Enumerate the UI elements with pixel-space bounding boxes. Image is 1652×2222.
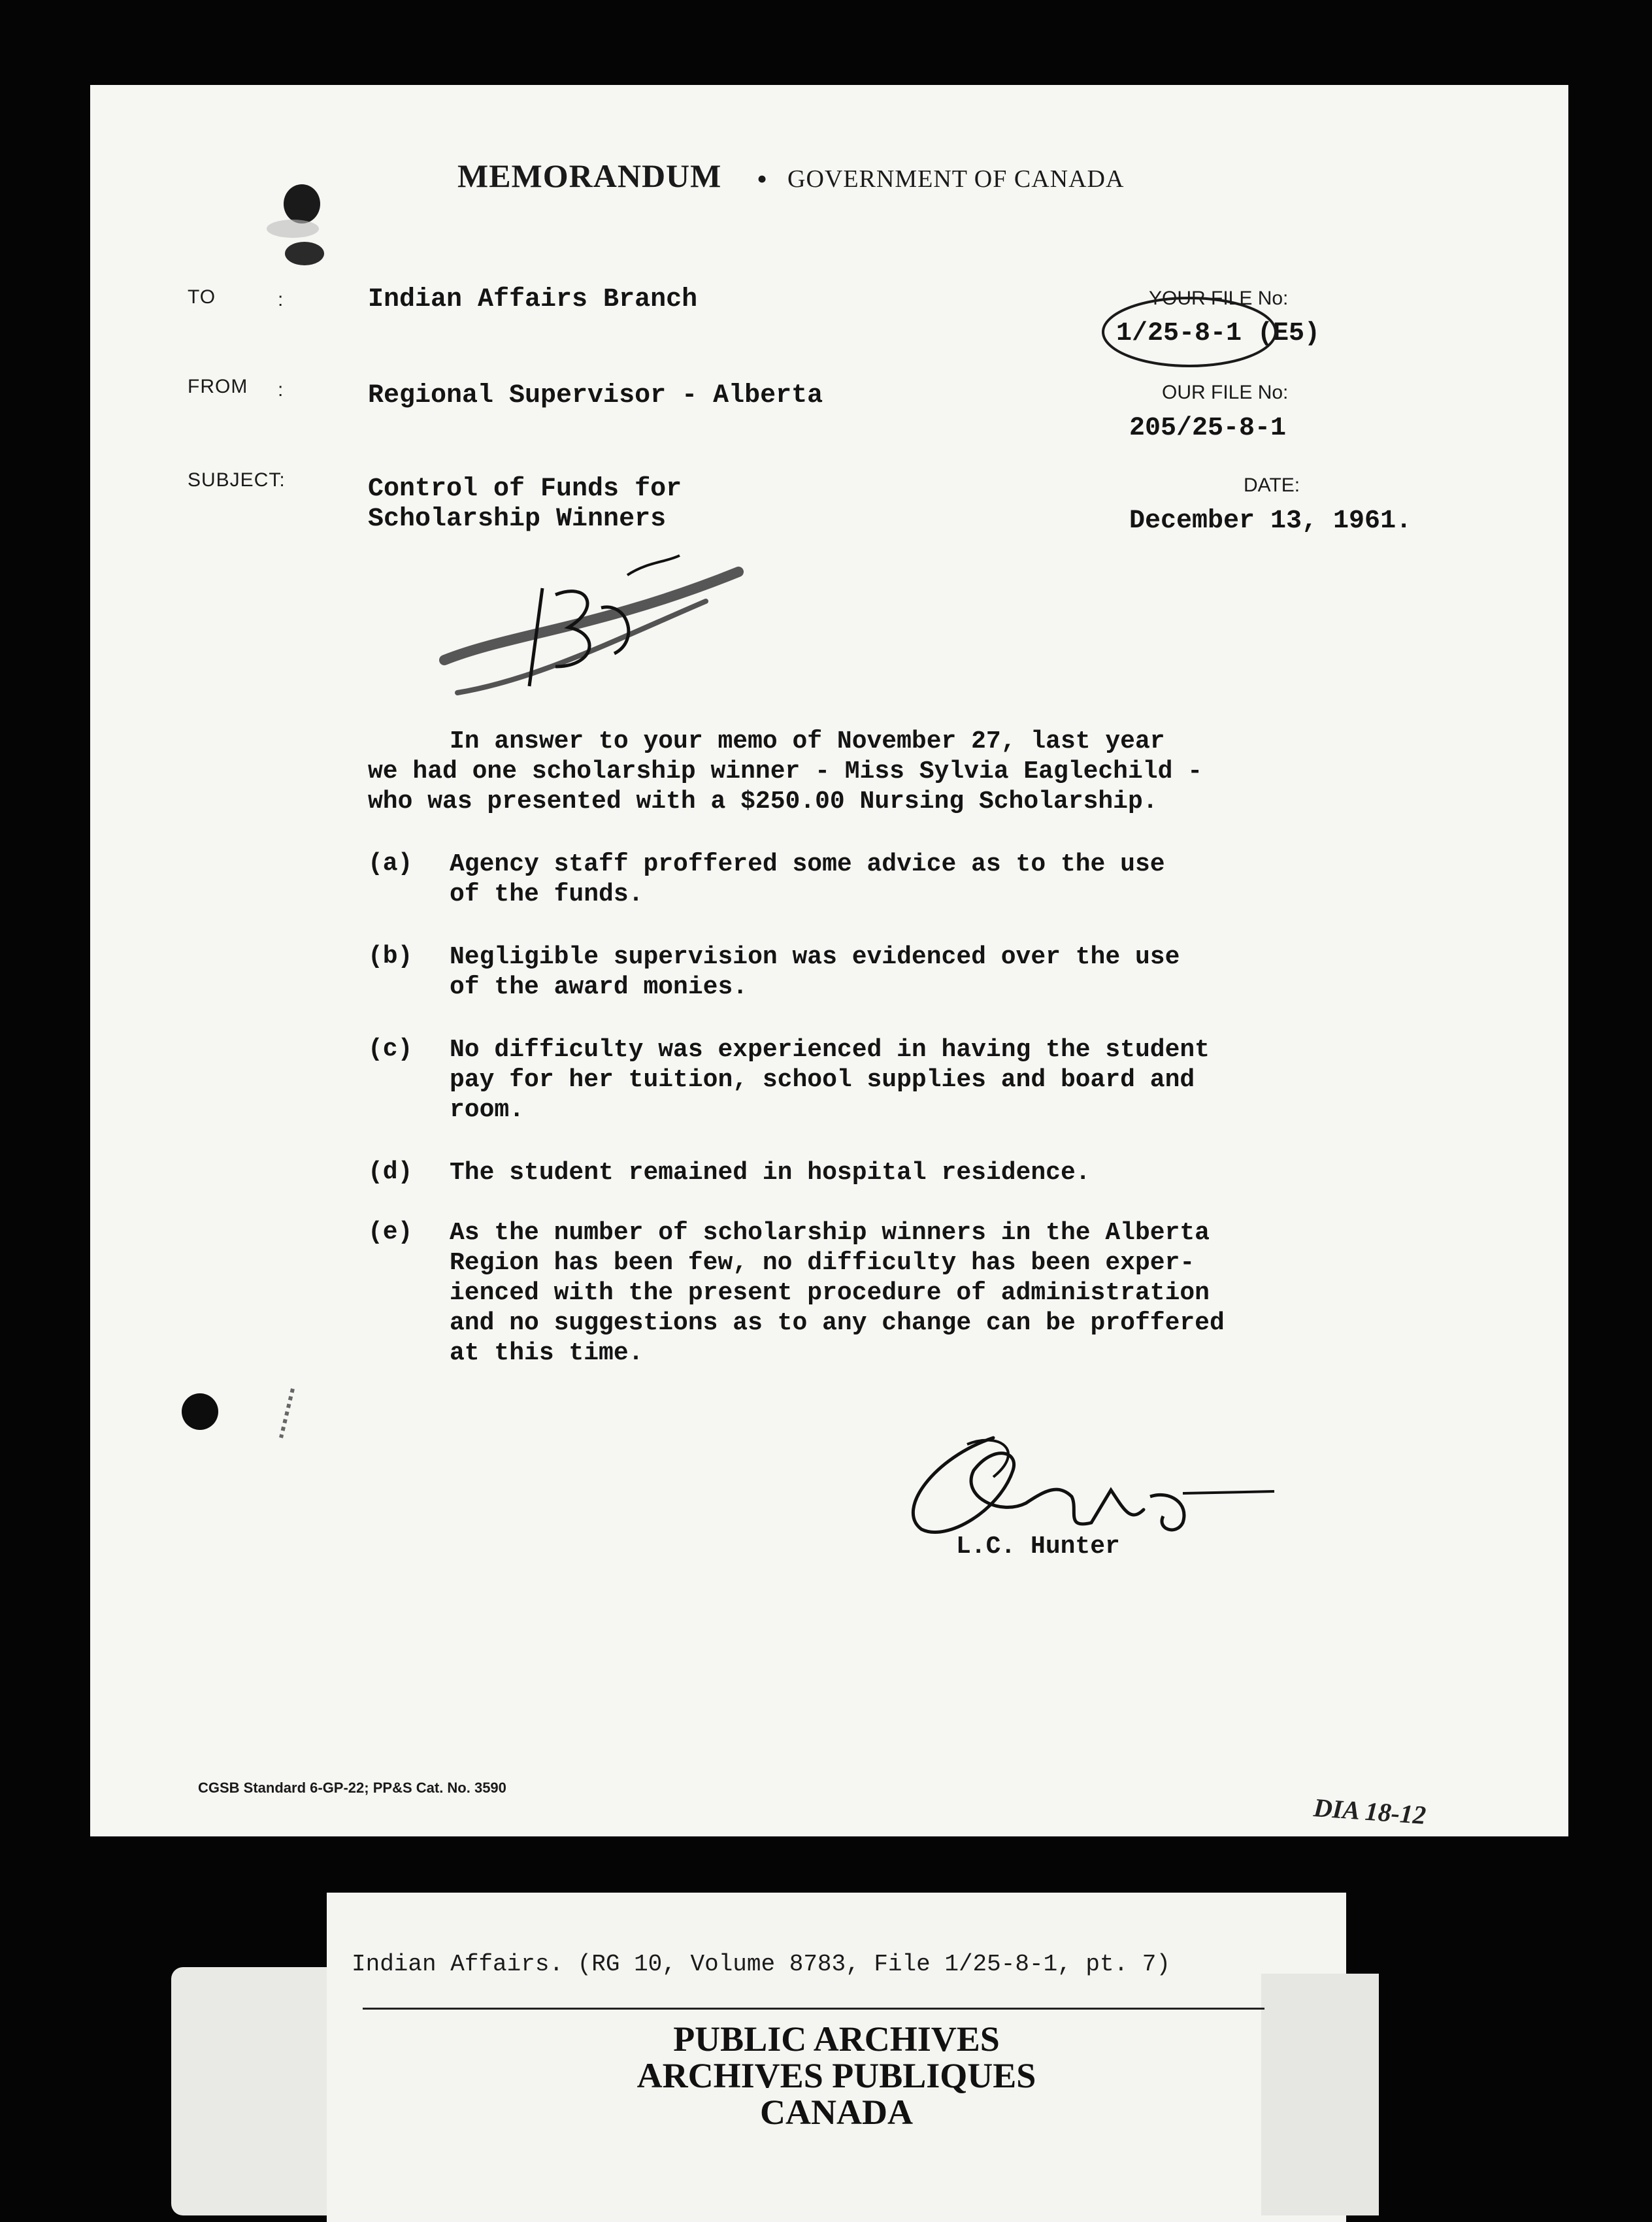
- item-c-line-1: No difficulty was experienced in having the student: [450, 1036, 1210, 1064]
- memo-subtitle: GOVERNMENT OF CANADA: [787, 165, 1125, 193]
- archive-line-1: PUBLIC ARCHIVES: [673, 2019, 1000, 2059]
- file-number-circle: [1098, 288, 1294, 373]
- subject-line-2: Scholarship Winners: [368, 505, 667, 534]
- from-label: FROM: [188, 376, 248, 397]
- item-c-letter: (c): [368, 1035, 413, 1063]
- item-b-letter: (b): [368, 942, 413, 970]
- archive-underline: [363, 2008, 1264, 2010]
- to-label: TO: [188, 286, 216, 308]
- punch-hole-smudge: [261, 176, 379, 281]
- archive-tab-right: [1261, 1974, 1379, 2215]
- your-file-value: 1/25-8-1 (E5): [1116, 319, 1321, 348]
- item-e-letter: (e): [368, 1218, 413, 1246]
- handwritten-note: DIA 18-12: [1312, 1793, 1427, 1830]
- intro-line-2: we had one scholarship winner - Miss Sylvia Eaglechild -: [368, 757, 1203, 786]
- intro-line-1: In answer to your memo of November 27, last year: [450, 727, 1165, 755]
- item-d-letter: (d): [368, 1158, 413, 1186]
- from-colon: :: [278, 379, 284, 401]
- punch-hole: [176, 1385, 307, 1444]
- archive-line-3: CANADA: [760, 2093, 913, 2132]
- form-standard-note: CGSB Standard 6-GP-22; PP&S Cat. No. 3590: [198, 1780, 506, 1796]
- archive-tab-left: [171, 1967, 328, 2215]
- item-e-line-4: and no suggestions as to any change can be proffered: [450, 1309, 1225, 1337]
- from-value: Regional Supervisor - Alberta: [368, 381, 823, 410]
- subject-line-1: Control of Funds for: [368, 474, 682, 504]
- handwritten-scribble: [431, 536, 758, 719]
- item-d-line-1: The student remained in hospital residence.: [450, 1159, 1091, 1187]
- item-c-line-3: room.: [450, 1096, 525, 1124]
- our-file-label: OUR FILE No:: [1162, 382, 1289, 403]
- item-c-line-2: pay for her tuition, school supplies and board and: [450, 1066, 1195, 1094]
- item-a-letter: (a): [368, 850, 413, 878]
- date-value: December 13, 1961.: [1129, 506, 1412, 536]
- item-b-line-1: Negligible supervision was evidenced over the use: [450, 943, 1180, 971]
- item-e-line-3: ienced with the present procedure of administration: [450, 1279, 1210, 1307]
- title-bullet: •: [757, 162, 768, 195]
- item-e-line-2: Region has been few, no difficulty has been exper-: [450, 1249, 1195, 1277]
- memo-title: MEMORANDUM: [457, 158, 722, 194]
- date-label: DATE:: [1244, 474, 1300, 496]
- to-value: Indian Affairs Branch: [368, 285, 698, 314]
- signatory-name: L.C. Hunter: [956, 1533, 1120, 1561]
- item-e-line-1: As the number of scholarship winners in the Alberta: [450, 1219, 1210, 1247]
- archive-line-2: ARCHIVES PUBLIQUES: [636, 2056, 1036, 2095]
- item-e-line-5: at this time.: [450, 1339, 644, 1367]
- our-file-value: 205/25-8-1: [1129, 414, 1287, 443]
- item-a-line-1: Agency staff proffered some advice as to the use: [450, 850, 1165, 878]
- item-a-line-2: of the funds.: [450, 880, 644, 908]
- your-file-label: YOUR FILE No:: [1149, 288, 1289, 309]
- intro-line-3: who was presented with a $250.00 Nursing Scholarship.: [368, 788, 1158, 816]
- to-colon: :: [278, 289, 284, 310]
- archive-reference: Indian Affairs. (RG 10, Volume 8783, File 1/25-8-1, pt. 7): [352, 1951, 1171, 1978]
- item-b-line-2: of the award monies.: [450, 973, 748, 1001]
- subject-label: SUBJECT:: [188, 469, 286, 491]
- archive-stamp: [327, 1893, 1346, 2222]
